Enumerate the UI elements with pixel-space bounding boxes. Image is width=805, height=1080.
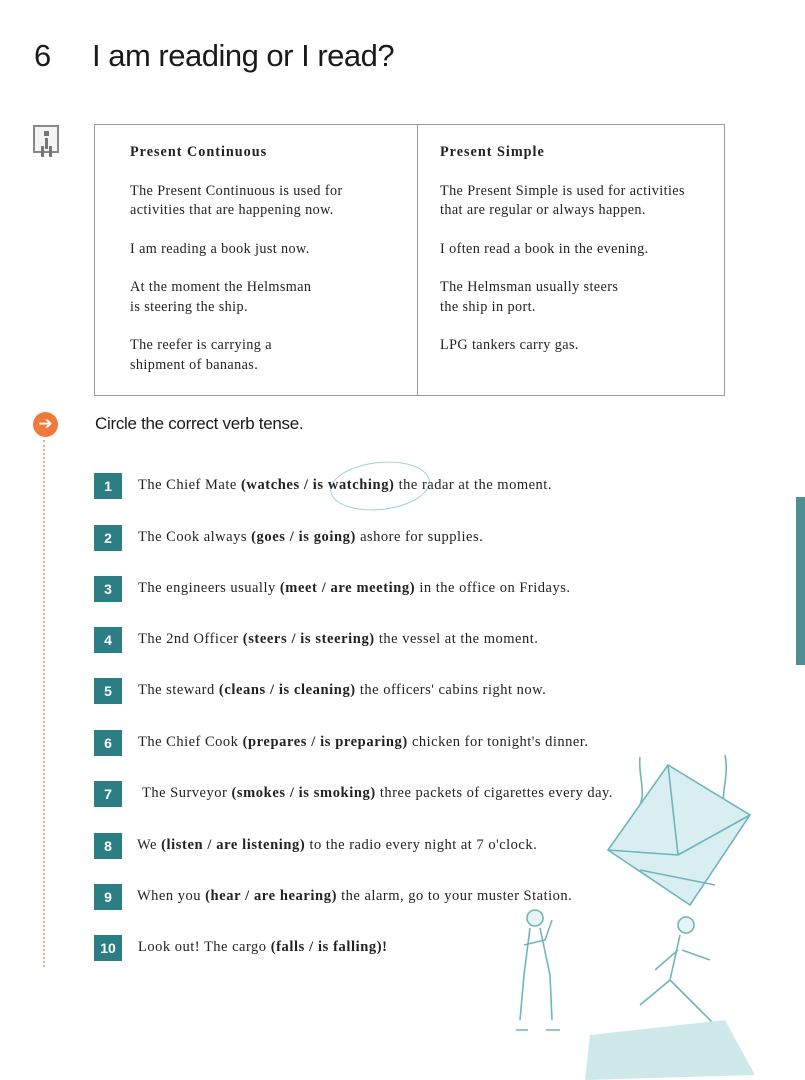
exercise-instruction: Circle the correct verb tense. (95, 414, 304, 433)
example-text: I am reading a book just now. (130, 240, 310, 257)
item-number: 7 (94, 781, 122, 807)
verb-choice[interactable]: (hear / are hearing) (205, 888, 337, 904)
item-sentence[interactable]: The engineers usually (meet / are meeting) in the office on Fridays. (138, 580, 571, 596)
item-number: 1 (94, 473, 122, 499)
example-text: I often read a book in the evening. (440, 240, 649, 257)
deck-shadow (585, 1020, 755, 1080)
cargo-falling-illustration (480, 745, 780, 1080)
item-sentence[interactable]: The Surveyor (smokes / is smoking) three packets of cigarettes every day. (142, 785, 613, 801)
verb-choice[interactable]: (listen / are listening) (161, 837, 306, 853)
item-number: 2 (94, 525, 122, 551)
present-simple-column (418, 125, 725, 396)
item-sentence[interactable]: The Chief Mate (watches / is watching) the radar at the moment. (138, 477, 552, 493)
rule-text: The Present Simple is used for activities that are regular or always happen. (440, 182, 685, 218)
item-number: 3 (94, 576, 122, 602)
item-number: 5 (94, 678, 122, 704)
info-icon (33, 125, 59, 153)
man-running (640, 917, 725, 1035)
crane-cable (640, 757, 643, 805)
item-sentence[interactable]: The 2nd Officer (steers / is steering) the vessel at the moment. (138, 631, 539, 647)
verb-choice[interactable]: (cleans / is cleaning) (218, 682, 356, 698)
verb-choice[interactable]: (watches / is watching) (240, 477, 395, 493)
verb-choice[interactable]: (goes / is going) (251, 529, 356, 545)
dotted-divider (43, 440, 45, 967)
item-sentence[interactable]: The Cook always (goes / is going) ashore for supplies. (138, 529, 484, 545)
present-continuous-column (95, 125, 418, 396)
item-number: 4 (94, 627, 122, 653)
item-sentence[interactable]: We (listen / are listening) to the radio every night at 7 o'clock. (137, 837, 538, 853)
verb-choice[interactable]: (falls / is falling)! (270, 939, 388, 955)
man-looking-up (516, 910, 560, 1030)
side-tab (796, 497, 805, 665)
column-header: Present Simple (440, 144, 545, 160)
page-title: I am reading or I read? (92, 38, 395, 73)
cargo-box (608, 765, 750, 905)
verb-choice[interactable]: (meet / are meeting) (279, 580, 416, 596)
grammar-table (94, 124, 725, 396)
item-number: 9 (94, 884, 122, 910)
item-number: 10 (94, 935, 122, 961)
example-text: The reefer is carrying a shipment of bananas. (130, 337, 272, 373)
item-sentence[interactable]: When you (hear / are hearing) the alarm, go to your muster Station. (137, 888, 573, 904)
item-sentence[interactable]: The steward (cleans / is cleaning) the officers' cabins right now. (138, 682, 547, 698)
verb-choice[interactable]: (steers / is steering) (242, 631, 375, 647)
item-sentence[interactable]: Look out! The cargo (falls / is falling)! (138, 939, 388, 955)
example-text: At the moment the Helmsman is steering the ship. (130, 279, 312, 315)
example-text: LPG tankers carry gas. (440, 337, 579, 353)
item-number: 6 (94, 730, 122, 756)
column-header: Present Continuous (130, 144, 268, 160)
verb-choice[interactable]: (prepares / is preparing) (242, 734, 408, 750)
verb-choice[interactable]: (smokes / is smoking) (231, 785, 376, 801)
item-number: 8 (94, 833, 122, 859)
item-sentence[interactable]: The Chief Cook (prepares / is preparing) chicken for tonight's dinner. (138, 734, 589, 750)
arrow-right-icon: ➔ (33, 412, 58, 437)
unit-number: 6 (34, 38, 51, 73)
rule-text: The Present Continuous is used for activities that are happening now. (130, 182, 343, 218)
page-heading (34, 38, 394, 74)
example-text: The Helmsman usually steers the ship in port. (440, 279, 619, 315)
